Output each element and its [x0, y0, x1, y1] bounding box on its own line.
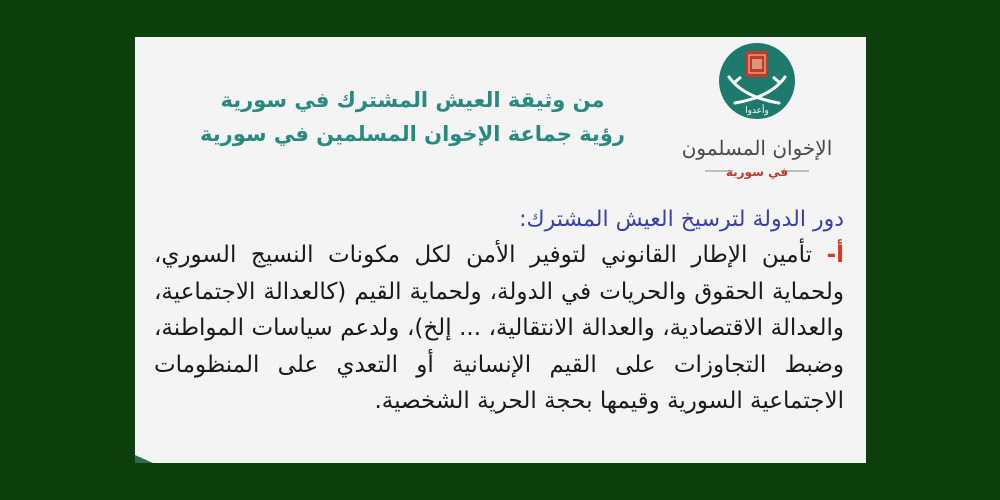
logo-emblem-icon: [681, 37, 833, 187]
title-block: [155, 83, 670, 151]
section-item: [154, 237, 844, 420]
item-text: تأمين الإطار القانوني لتوفير الأمن لكل مكونات النسيج السوري، ولحماية الحقوق والحريات في الدولة، ولحماية القيم (كالعدالة الاجتماعية، والعدالة الاقتصادية، والعدالة الانتقالية، ... إلخ)، ولدعم سياسات المواطنة، وضبط التجاوزات على القيم الإنسانية أو التعدي على المنظومات الاجتماعية السورية وقيمها بحجة الحرية الشخصية.: [154, 242, 844, 414]
corner-accent: [135, 455, 153, 463]
item-marker: أ-: [826, 242, 844, 268]
emblem-text: وأعدوا: [745, 106, 769, 116]
document-card: [135, 37, 866, 463]
brotherhood-logo: [681, 37, 833, 187]
title-line-1: من وثيقة العيش المشترك في سورية: [220, 88, 605, 112]
logo-calligraphy: الإخوان المسلمون: [681, 136, 833, 160]
title-line-2: رؤية جماعة الإخوان المسلمين في سورية: [200, 122, 625, 146]
section-heading: دور الدولة لترسيخ العيش المشترك:: [519, 207, 844, 232]
logo-subtitle: في سورية: [725, 165, 789, 179]
